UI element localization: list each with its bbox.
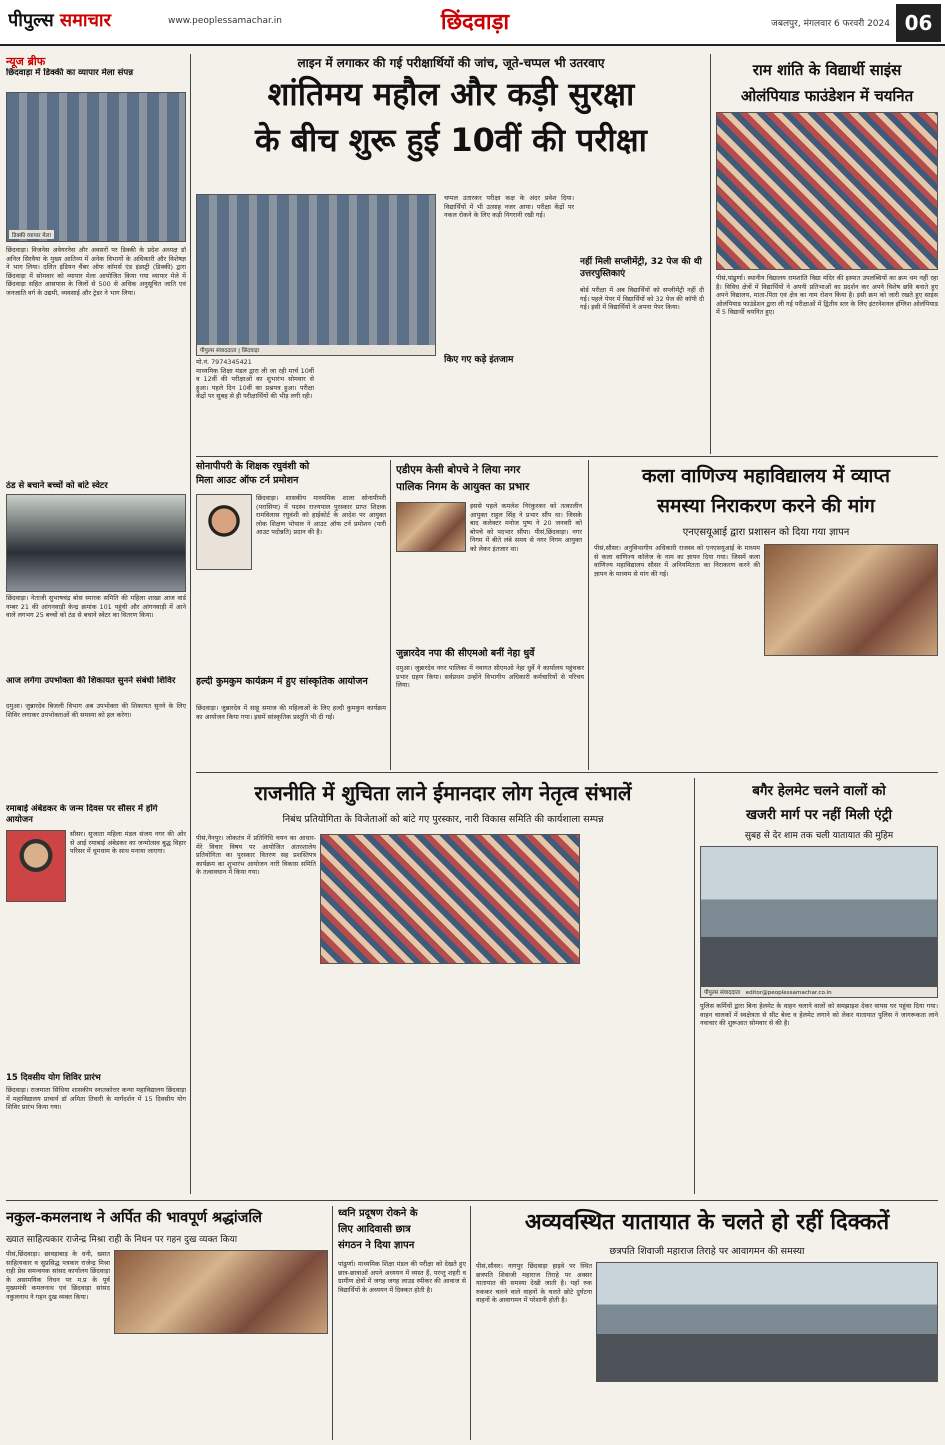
promotion-body: छिंदवाड़ा। जुन्नारदेव में साहू समाज की महिलाओं के लिए हल्दी कुमकुम कार्यक्रम का आयोजन किया गया। इसमें सांस्कृतिक प्रस्तुति भी दी गईं। (196, 704, 386, 721)
promotion-headline: सोनापीपरी के शिक्षक रघुवंशी को मिला आउट ऑफ टर्न प्रमोशन (196, 461, 310, 486)
lead-kicker: लाइन में लगाकर की गई परीक्षार्थियों की जांच, जूते-चप्पल भी उतरवाए (297, 56, 605, 70)
adm-body: इससे पहले कमलेश निरंकुरकर को तत्कालीन आयुक्त राहुल सिंह ने प्रभार सौंप था। जिसके बाद कलेक्टर मनोज पुष्प ने 20 जनवरी को बोपचे को पदभार सौंपा। पीसं,छिंदवाड़ा। नगर निगम में बीते लंबे समय से नगर निगम आयुक्त को लेकर इंतजार था। (470, 502, 582, 553)
adm-photo (396, 502, 466, 552)
helmet-deck: सुबह से देर शाम तक चली यातायात की मुहिम (744, 831, 894, 841)
college-headline-line2: समस्या निराकरण करने की मांग (657, 495, 875, 517)
column-divider (588, 460, 589, 770)
sweater-distribution-photo (6, 494, 186, 592)
section-divider (6, 1200, 938, 1201)
helmet-headline-line2: खजरी मार्ग पर नहीं मिली एंट्री (745, 807, 893, 823)
helmet-headline-line1: बगैर हेलमेट चलने वालों को (752, 783, 886, 799)
trade-fair-photo (6, 92, 186, 242)
tribute-deck: ख्यात साहित्यकार राजेन्द्र मिश्रा राही के निधन पर गहन दुख व्यक्त किया (6, 1235, 238, 1245)
lead-headline-line1: शांतिमय महौल और कड़ी सुरक्षा (267, 75, 635, 113)
traffic-body: पीसं,सौसर। नागपुर छिंदवाड़ा हाइवे पर स्थित छत्रपति शिवाजी महाराज तिराहे पर अक्सर यातायात की समस्या देखी जाती है। यहाँ रुक रुककर चलने वाले वाहनों के चलते छोटे दुर्घटना वाहनों के आवागमन में परेशानी होती है। (476, 1262, 592, 1305)
section-divider (196, 772, 938, 773)
exam-hall-photo (196, 194, 436, 356)
lead-headline-line2: के बीच शुरू हुई 10वीं की परीक्षा (255, 121, 647, 159)
lead-subhead: नहीं मिली सप्लीमेंट्री, 32 पेज की थी उत्तरपुस्तिकाएं (580, 257, 702, 279)
tribute-headline: नकुल-कमलनाथ ने अर्पित की भावपूर्ण श्रद्धांजलि (6, 1210, 262, 1226)
column-divider (390, 460, 391, 770)
lead-body: चप्पल उतारकर परीक्षा कक्ष के अंदर प्रवेश दिया। विद्यार्थियों में भी उत्साह नजर आया। परीक्षा केंद्रों पर नकल रोकने के लिए कड़ी निगरानी रखी गई। (444, 194, 574, 220)
photo-credit-bar: पीपुल्स संवाददाता | छिंदवाड़ा (197, 345, 436, 355)
brief-body: छिंदवाड़ा। राजमाता सिंधिया शासकीय स्नातकोत्तर कन्या महाविद्यालय छिंदवाड़ा में महाविद्यालय प्राचार्य डॉ अमिता तिवारी के मार्गदर्शन में 15 दिवसीय योग शिविर प्रारंभ किया गया। (6, 1086, 186, 1112)
website-url: www.peoplessamachar.in (168, 16, 282, 26)
essay-competition-photo (320, 834, 580, 964)
adm-subhead: जुन्नारदेव नपा की सीएमओ बनीं नेहा धुर्वे (396, 648, 535, 659)
brief-headline: रमाबाई अंबेडकर के जन्म दिवस पर सौसर में होंगे आयोजन (6, 804, 158, 825)
tribute-photo (114, 1250, 328, 1334)
olympiad-headline-line1: राम शांति के विद्यार्थी साइंस (752, 61, 902, 79)
brief-headline: 15 दिवसीय योग शिविर प्रारंभ (6, 1073, 101, 1083)
teacher-portrait (196, 494, 252, 570)
politics-body: पीसं,नैनपुर। लोकतंत्र में प्रतिनिधि चयन का आधार- मेरे विचार विषय पर आयोजित अंतरशालेय प्रतियोगिता का पुरस्कार वितरण सह प्रशस्तिपत्र कार्यक्रम का शुभारंभ आयोजन नारी विकास समिति के तत्वावधान में किया गया। (196, 834, 316, 877)
olympiad-headline-line2: ओलंपियाड फाउंडेशन में चयनित (740, 87, 914, 105)
photo-credit-bar: पीपुल्स संवाददाता editor@peoplessamachar.co.in (701, 987, 938, 997)
traffic-headline: अव्यवस्थित यातायात के चलते हो रहीं दिक्कतें (524, 1210, 890, 1235)
politics-deck: निबंध प्रतियोगिता के विजेताओं को बांटे गए पुरस्कार, नारी विकास समिति की कार्यशाला सम्पन्न (282, 814, 604, 825)
olympiad-students-photo (716, 112, 938, 270)
tribute-body-cont (114, 1338, 328, 1440)
column-divider (710, 54, 711, 454)
brief-body: छिंदवाड़ा। नेताजी सुभाषचंद्र बोस स्मारक समिति की महिला शाखा आज वार्ड नम्बर 21 की आंगनवाड़ी केन्द्र क्रमांक 101 पहुंची और आंगनवाड़ी में आने वाले लगभग 25 बच्चों को ठंड से बचाने स्वेटर का वितरण किया। (6, 594, 186, 620)
dateline: जबलपुर, मंगलवार 6 फरवरी 2024 (771, 19, 890, 29)
section-divider (196, 456, 938, 457)
city-name: छिंदवाड़ा (440, 10, 510, 35)
brief-body: छिंदवाड़ा। विजनेस अवेयरनेस और अवसरों पर डिक्की के प्रदेश अध्यक्ष डॉ अनिल सिरवैया के मुख्य आतिथ्य में अनेक विभागों के अधिकारी और विशेषज्ञ ने भाग लिया। दलित इंडियन चैंबर ऑफ कॉमर्स एंड इंडस्ट्री (डिक्की) द्वारा छिंदवाड़ा में सोमवार को व्यापार मेला आयोजित किया गया व्यापार मेले में छिंदवाड़ा सहित आसपास के जिलों से 500 से अधिक अनुसूचित जाति एवं जनजाति वर्ग के उद्यमी, व्यवसाई और ट्रेडर ने भाग लिया। (6, 246, 186, 297)
promotion-body: छिंदवाड़ा। शासकीय माध्यमिक शाला सोनापीपरी (परासिया) में पदस्थ राज्यपाल पुरस्कार प्राप्त शिक्षक रामविलास रघुवंशी को हाईकोर्ट के आदेश पर आयुक्त लोक शिक्षण भोपाल ने आउट ऑफ टर्न प्रमोशन (पारी आउट पदोन्नति) प्रदान की है। (256, 494, 386, 537)
traffic-checking-photo (700, 846, 938, 998)
college-headline-line1: कला वाणिज्य महाविद्यालय में व्याप्त (641, 465, 891, 487)
column-divider (694, 778, 695, 1194)
traffic-junction-photo (596, 1262, 938, 1382)
masthead (0, 0, 945, 46)
brief-headline: आज लगेगा उपभोक्ता की शिकायत सुनने संबंधी शिविर (6, 676, 176, 686)
brief-headline: ठंड से बचाने बच्चों को बांटे स्वेटर (6, 481, 108, 491)
college-deck: एनएसयूआई द्वारा प्रशासन को दिया गया ज्ञापन (682, 527, 850, 538)
college-body: पीसं,सौसर। अनुविभागीय अधिकारी राजस्व को एनएसयूआई के माध्यम से कला वाणिज्य कॉलेज के नाम का ज्ञापन दिया गया। जिसमें कला वाणिज्य महाविद्यालय सौसर में अनियमितता का निराकरण करने की ज्ञापन के माध्यम से मांग की गई। (594, 544, 760, 578)
adm-headline: एडीएम केसी बोपचे ने लिया नगर पालिक निगम के आयुक्त का प्रभार (396, 464, 530, 493)
portrait-photo (6, 830, 66, 902)
news-brief-column (6, 54, 186, 1194)
noise-headline: ध्वनि प्रदूषण रोकने के लिए आदिवासी छात्र संगठन ने दिया ज्ञापन (338, 1208, 418, 1251)
lead-contact-and-body (196, 358, 314, 408)
newspaper-logo: पीपुल्स समाचार (8, 10, 111, 31)
traffic-deck: छत्रपति शिवाजी महाराज तिराहे पर आवागमन की समस्या (609, 1246, 805, 1257)
lead-subhead: किए गए कड़े इंतजाम (444, 355, 514, 365)
noise-body: पांढुर्णा। माध्यमिक शिक्षा मंडल की परीक्षा को देखते हुए छात्र-छात्राओं अपने अध्ययन में व्यस्त हैं, परन्तु शहरी व ग्रामीण क्षेत्रों में जगह जगह लाउड स्पीकर की आवाज से विद्यार्थियों के अध्ययन में दिक्कत होती है। (338, 1260, 466, 1294)
tribute-body: पीसं,छिंदवाड़ा। छावड़ाबाड़ के धनी, ख्यात साहित्यकार व सुप्रसिद्ध पत्रकार राजेन्द्र मिश्रा राही प्रेस समन्वयक सांसद कार्यालय छिंदवाड़ा के असामयिक निधन पर म.प्र के पूर्व मुख्यमंत्री कमलनाथ एवं छिंदवाड़ा सांसद नकुलनाथ ने गहन दुख व्यक्त किया। (6, 1250, 110, 1301)
page-number: 06 (896, 4, 941, 42)
adm-body: दमुआ। जुन्नारदेव नगर पालिका में नवागत सीएमओ नेहा धुर्वे ने कार्यालय पहुंचकर प्रभार ग्रहण किया। सर्वप्रथम उन्होंने विभागीय अधिकारी कर्मचारियों से परिचय लिया। (396, 664, 584, 690)
lead-body: बोर्ड परीक्षा में अब विद्यार्थियों को सप्लीमेंट्री नहीं दी गई। पहले पेपर में विद्यार्थियों को 32 पेज की कॉपी दी गई। इसी में विद्यार्थियों ने अपना पेपर किया। (580, 286, 704, 312)
helmet-body: पुलिस कर्मियों द्वारा बिना हेलमेट के वाहन चलाने वालों को समझाइश देकर वापस घर पहुंचा दिया गया। वाहन चालकों में स्वक्षेत्रता से सीट बेल्ट व हेलमेट लगाने को लेकर यातायात पुलिस ने जागरूकता लाने नवाचार की शुरूआत सोमवार से की है। (700, 1002, 938, 1028)
brief-body: दमुआ। जुन्नारदेव बिजली विभाग अब उपभोक्ता की शिकायत सुनने के लिए शिविर लगाकर उपभोक्ताओं की समस्या को हल करेगा। (6, 702, 186, 719)
college-memorandum-photo (764, 544, 938, 656)
photo-label: डिक्की व्यापार मेला (9, 230, 54, 239)
column-divider (332, 1206, 333, 1440)
column-divider (190, 54, 191, 1194)
politics-headline: राजनीति में शुचिता लाने ईमानदार लोग नेतृत्व संभालें (254, 781, 632, 805)
promotion-subhead: हल्दी कुमकुम कार्यक्रम में हुए सांस्कृतिक आयोजन (196, 676, 368, 687)
brief-headline: छिंदवाड़ा में डिक्की का व्यापार मेला संपन्न (6, 68, 134, 78)
lead-body: माध्यमिक शिक्षा मंडल द्वारा ली जा रही मार्च 10वीं व 12वीं की परीक्षाओं का शुभारंभ सोमवार से हुआ। पहले दिन 10वीं का प्रश्नपत्र हुआ। परीक्षा केंद्रों पर सुबह से ही परीक्षार्थियों की भीड़ लगी रही। (196, 366, 314, 401)
news-brief-label: न्यूज ब्रीफ (6, 55, 46, 68)
lead-contact: मो.नं. 7974345421 (196, 358, 252, 366)
politics-body-cont (584, 834, 690, 1194)
traffic-body-cont (596, 1386, 938, 1440)
column-divider (470, 1206, 471, 1440)
olympiad-body: पीसं,पांढुर्णा। स्थानीय विद्यालय रामशांति विद्या मंदिर की इस्पात उपलब्धियों का क्रम थम नहीं रहा है। विविध क्षेत्रों में विद्यार्थियों ने अपनी प्रतिभाओं का प्रदर्शन कर अपने विशेष छवि बनाते हुए अपने विद्यालय, माता-पिता एवं क्षेत्र का नाम रोशन किया है। इसी क्रम को जारी रखते हुए साइंस ओलंपियाड फाउंडेशन द्वारा ली गई परीक्षाओं में द्वितीय स्तर के लिए इंटरनेशनल इंग्लिश ओलंपियाड में 5 विद्यार्थी चयनित हुए। (716, 274, 938, 317)
brief-body: सौसर। सुजाता महिला मंडल संजय नगर की ओर से आई रमाबाई अंबेडकर का जन्मोत्सव बुद्ध विहार परिसर में धूमधाम के साथ मनाया जाएगा। (70, 830, 186, 856)
